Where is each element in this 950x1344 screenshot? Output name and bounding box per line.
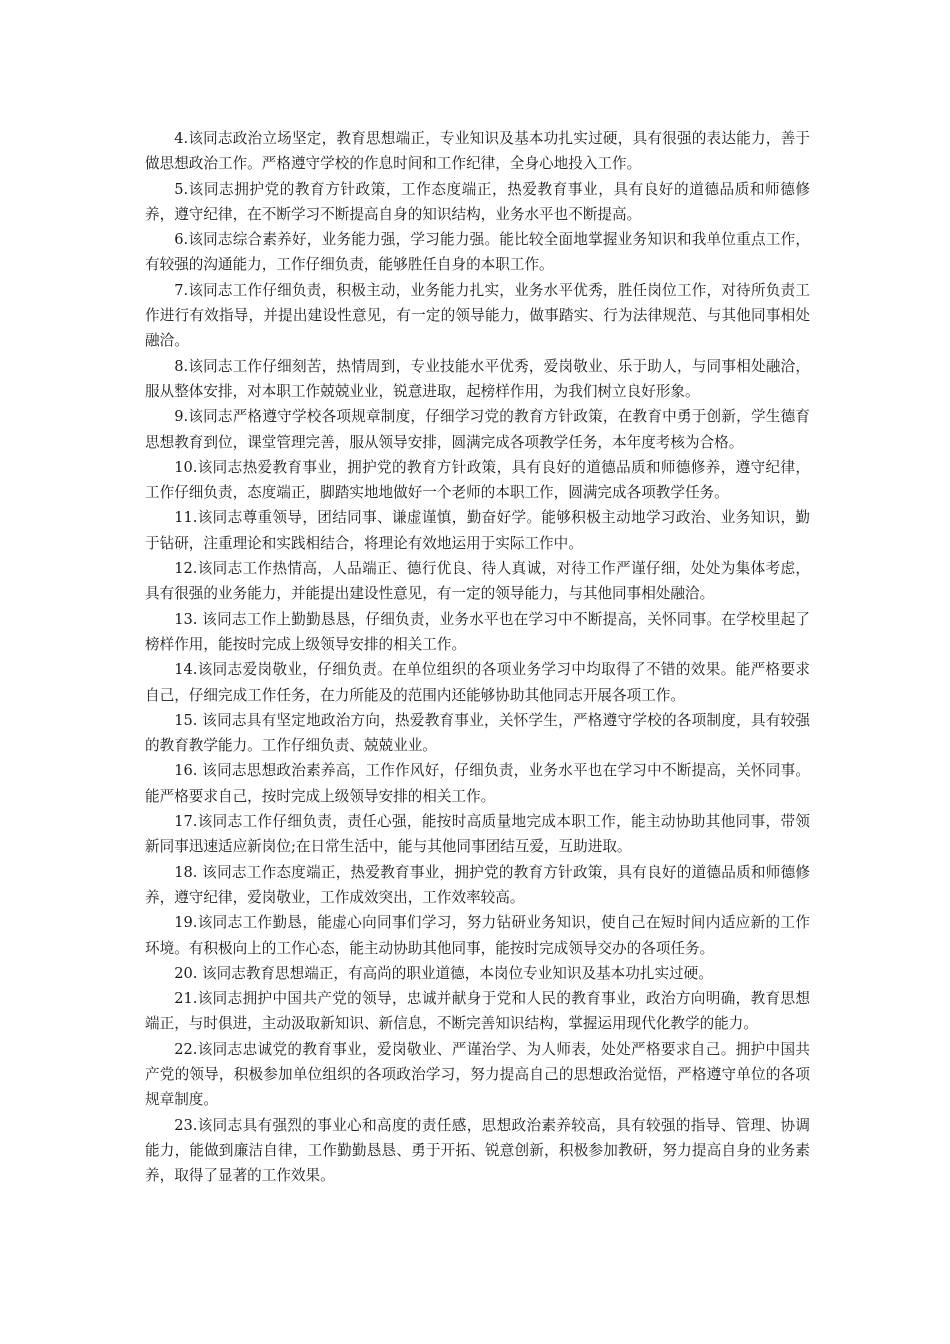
evaluation-paragraph: 19.该同志工作勤恳，能虚心向同事们学习，努力钻研业务知识，使自己在短时间内适应新的工作环境。有积极向上的工作心态，能主动协助其他同事，能按时完成领导交办的各项任务。 bbox=[145, 914, 810, 957]
evaluation-paragraph: 5.该同志拥护党的教育方针政策，工作态度端正，热爱教育事业，具有良好的道德品质和师德修养，遵守纪律，在不断学习不断提高自身的知识结构，业务水平也不断提高。 bbox=[145, 180, 810, 223]
evaluation-paragraph: 18. 该同志工作态度端正，热爱教育事业，拥护党的教育方针政策，具有良好的道德品质和师德修养，遵守纪律，爱岗敬业，工作成效突出，工作效率较高。 bbox=[145, 863, 810, 906]
evaluation-paragraph: 8.该同志工作仔细刻苦，热情周到，专业技能水平优秀，爱岗敬业、乐于助人，与同事相处融洽，服从整体安排，对本职工作兢兢业业，锐意进取，起榜样作用，为我们树立良好形象。 bbox=[145, 357, 810, 400]
evaluation-paragraph: 16. 该同志思想政治素养高，工作作风好，仔细负责，业务水平也在学习中不断提高，关怀同事。能严格要求自己，按时完成上级领导安排的相关工作。 bbox=[145, 762, 810, 805]
document-body bbox=[145, 126, 810, 1188]
evaluation-paragraph: 9.该同志严格遵守学校各项规章制度，仔细学习党的教育方针政策，在教育中勇于创新，学生德育思想教育到位，课堂管理完善，服从领导安排，圆满完成各项教学任务，本年度考核为合格。 bbox=[145, 408, 810, 451]
evaluation-paragraph: 6.该同志综合素养好，业务能力强，学习能力强。能比较全面地掌握业务知识和我单位重点工作，有较强的沟通能力，工作仔细负责，能够胜任自身的本职工作。 bbox=[145, 231, 810, 274]
evaluation-paragraph: 12.该同志工作热情高，人品端正、德行优良、待人真诚，对待工作严谨仔细，处处为集体考虑，具有很强的业务能力，并能提出建设性意见，有一定的领导能力，与其他同事相处融洽。 bbox=[145, 560, 810, 603]
evaluation-paragraph: 4.该同志政治立场坚定，教育思想端正，专业知识及基本功扎实过硬，具有很强的表达能力，善于做思想政治工作。严格遵守学校的作息时间和工作纪律，全身心地投入工作。 bbox=[145, 130, 810, 173]
evaluation-paragraph: 20. 该同志教育思想端正，有高尚的职业道德，本岗位专业知识及基本功扎实过硬。 bbox=[174, 964, 713, 982]
evaluation-paragraph: 13. 该同志工作上勤勤恳恳，仔细负责，业务水平也在学习中不断提高，关怀同事。在学校里起了榜样作用，能按时完成上级领导安排的相关工作。 bbox=[145, 610, 810, 653]
evaluation-paragraph: 7.该同志工作仔细负责，积极主动，业务能力扎实，业务水平优秀，胜任岗位工作，对待所负责工作进行有效指导，并提出建设性意见，有一定的领导能力，做事踏实、行为法律规范、与其他同事相处融洽。 bbox=[145, 281, 810, 350]
evaluation-paragraph: 15. 该同志具有坚定地政治方向，热爱教育事业，关怀学生，严格遵守学校的各项制度，具有较强的教育教学能力。工作仔细负责、兢兢业业。 bbox=[145, 711, 810, 755]
evaluation-paragraph: 22.该同志忠诚党的教育事业，爱岗敬业、严谨治学、为人师表，处处严格要求自己。拥护中国共产党的领导，积极参加单位组织的各项政治学习，努力提高自己的思想政治觉悟，严格遵守单位的各项规章制度。 bbox=[145, 1040, 810, 1109]
evaluation-paragraph: 21.该同志拥护中国共产党的领导，忠诚并献身于党和人民的教育事业，政治方向明确，教育思想端正，与时俱进，主动汲取新知识、新信息，不断完善知识结构，掌握运用现代化教学的能力。 bbox=[145, 990, 810, 1033]
evaluation-paragraph: 23.该同志具有强烈的事业心和高度的责任感，思想政治素养较高，具有较强的指导、管理、协调能力，能做到廉洁自律，工作勤勤恳恳、勇于开拓、锐意创新，积极参加教研，努力提高自身的业务素养，取得了显著的工作效果。 bbox=[145, 1116, 810, 1185]
evaluation-paragraph: 10.该同志热爱教育事业，拥护党的教育方针政策，具有良好的道德品质和师德修养，遵守纪律，工作仔细负责，态度端正，脚踏实地地做好一个老师的本职工作，圆满完成各项教学任务。 bbox=[145, 458, 810, 502]
evaluation-paragraph: 17.该同志工作仔细负责，责任心强，能按时高质量地完成本职工作，能主动协助其他同事，带领新同事迅速适应新岗位;在日常生活中，能与其他同事团结互爱，互助进取。 bbox=[145, 813, 810, 856]
evaluation-paragraph: 14.该同志爱岗敬业，仔细负责。在单位组织的各项业务学习中均取得了不错的效果。能严格要求自己，仔细完成工作任务，在力所能及的范围内还能够协助其他同志开展各项工作。 bbox=[145, 661, 810, 704]
evaluation-paragraph: 11.该同志尊重领导，团结同事、谦虚谨慎，勤奋好学。能够积极主动地学习政治、业务知识，勤于钻研，注重理论和实践相结合，将理论有效地运用于实际工作中。 bbox=[145, 509, 810, 552]
